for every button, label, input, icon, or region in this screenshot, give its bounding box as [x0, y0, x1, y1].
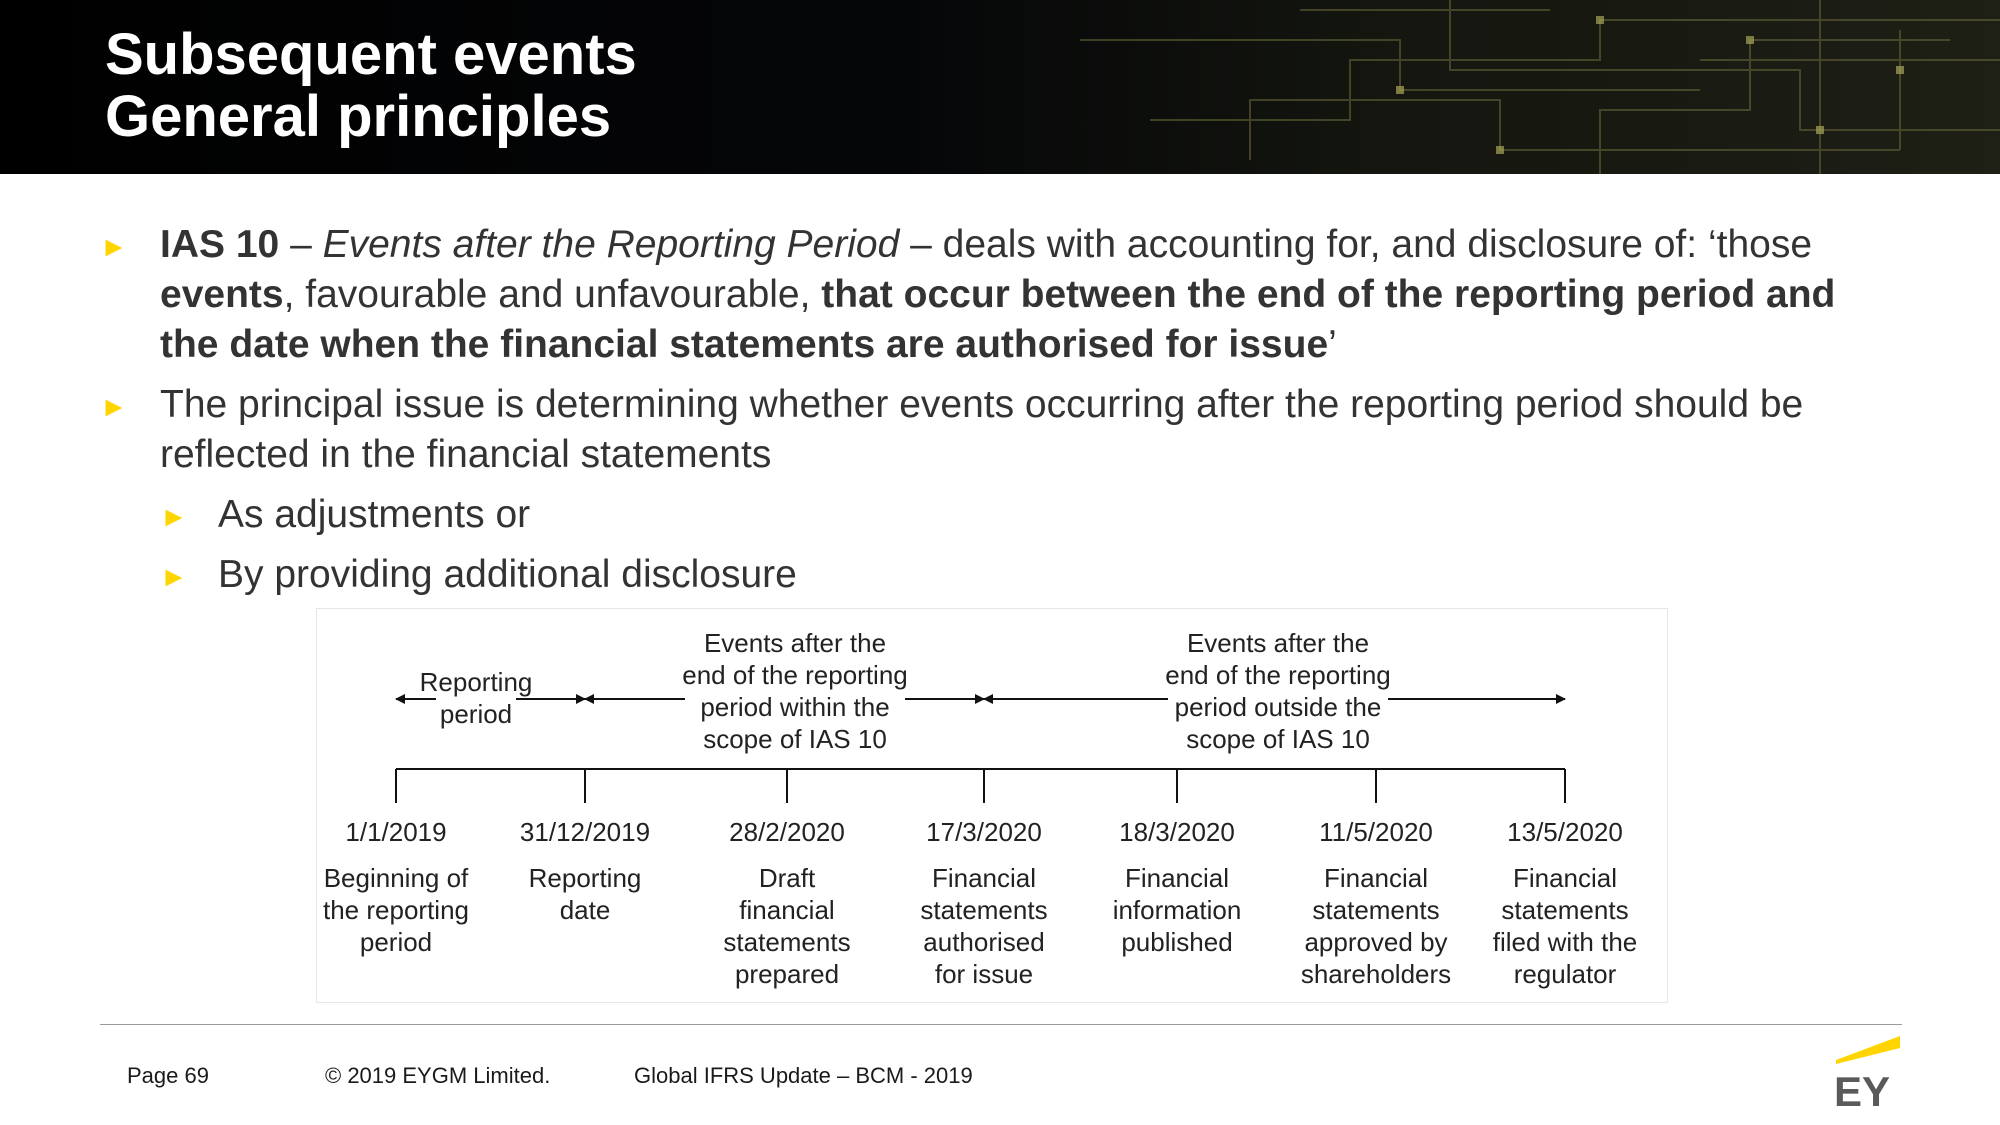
page-number: Page 69 [127, 1063, 209, 1088]
period-label-line: Reporting [419, 667, 533, 697]
milestone-date: 18/3/2020 [1119, 817, 1235, 847]
milestone-label-line: statements [1501, 895, 1629, 925]
milestone-date: 11/5/2020 [1319, 817, 1433, 847]
milestone-label-line: statements [723, 927, 851, 957]
sub-bullet-adjustments [100, 490, 1880, 540]
milestone-date: 17/3/2020 [926, 817, 1042, 847]
ey-logo-icon [1832, 1036, 1902, 1111]
ias10-term: IAS 10 [160, 223, 280, 266]
bullet-principal-issue [100, 380, 1880, 480]
period-label-line: period outside the [1174, 692, 1382, 722]
standard-title: Events after the Reporting Period [322, 223, 900, 266]
quote-close: ’ [1328, 323, 1337, 366]
milestone-label-line: Financial [1323, 863, 1429, 893]
bullet-list [100, 220, 1880, 610]
milestone-label-line: Draft [758, 863, 816, 893]
milestone-label-line: Financial [1124, 863, 1230, 893]
milestone-label-line: shareholders [1300, 959, 1452, 989]
milestone-label-line: approved by [1304, 927, 1448, 957]
header-banner [0, 0, 2000, 174]
milestone-date: 13/5/2020 [1507, 817, 1623, 847]
milestone-label-line: date [559, 895, 611, 925]
quote-mid: , favourable and unfavourable, [283, 273, 822, 316]
milestone-date: 31/12/2019 [519, 817, 651, 847]
quote-open: ‘those [1707, 223, 1813, 266]
milestone-label-line: Beginning of [323, 863, 469, 893]
milestone-label-line: Reporting [528, 863, 642, 893]
milestone-label-line: information [1112, 895, 1242, 925]
copyright: © 2019 EYGM Limited. [325, 1063, 551, 1088]
milestone-label-line: Financial [931, 863, 1037, 893]
milestone-label-line: authorised [923, 927, 1045, 957]
period-label-line: period [439, 699, 513, 729]
bullet-arrow-icon: ► [100, 391, 128, 422]
period-label-line: end of the reporting [1165, 660, 1391, 690]
milestone-label-line: the reporting [323, 895, 469, 925]
sub-bullet-disclosure [100, 550, 1880, 600]
milestone-label-line: filed with the [1492, 927, 1638, 957]
definition-rest: – deals with accounting for, and disclosure of: [899, 223, 1698, 266]
period-label-line: scope of IAS 10 [1186, 724, 1370, 754]
timeline-diagram [316, 608, 1668, 1003]
bullet-ias10-definition [100, 220, 1880, 370]
milestone-label-line: financial [739, 895, 835, 925]
timeline-svg [317, 609, 1667, 1002]
milestone-label-line: regulator [1513, 959, 1617, 989]
period-label-line: Events after the [1186, 628, 1370, 658]
bullet-arrow-icon: ► [100, 231, 128, 262]
period-label-line: Events after the [703, 628, 887, 658]
title-line-2: General principles [105, 84, 612, 149]
milestone-label-line: for issue [934, 959, 1034, 989]
milestone-label-line: published [1121, 927, 1233, 957]
sub-bullet-text: As adjustments or [218, 493, 531, 536]
period-label-line: period within the [700, 692, 890, 722]
principal-issue-text: The principal issue is determining whether events occurring after the reporting period should be reflected in the financial statements [160, 383, 1804, 476]
milestone-label-line: Financial [1512, 863, 1618, 893]
bullet-arrow-icon: ► [160, 501, 188, 532]
milestone-label-line: statements [1312, 895, 1440, 925]
dash-text: – [279, 223, 323, 266]
page-title [105, 24, 637, 148]
sub-bullet-text: By providing additional disclosure [218, 553, 797, 596]
bullet-arrow-icon: ► [160, 561, 188, 592]
bold-quote: that occur between the end of the reporting period and the date when the financial statements are authorised for issue [160, 273, 1836, 366]
event-name: Global IFRS Update – BCM - 2019 [634, 1063, 973, 1088]
title-line-1: Subsequent events [105, 22, 637, 87]
period-label-line: end of the reporting [682, 660, 908, 690]
milestone-date: 1/1/2019 [345, 817, 447, 847]
milestone-label-line: statements [920, 895, 1048, 925]
period-label-line: scope of IAS 10 [703, 724, 887, 754]
milestone-label-line: prepared [734, 959, 840, 989]
milestone-label-line: period [359, 927, 433, 957]
events-term: events [160, 273, 284, 316]
ey-logo-text: EY [1834, 1068, 1891, 1111]
milestone-date: 28/2/2020 [729, 817, 845, 847]
footer-divider [100, 1024, 1902, 1025]
